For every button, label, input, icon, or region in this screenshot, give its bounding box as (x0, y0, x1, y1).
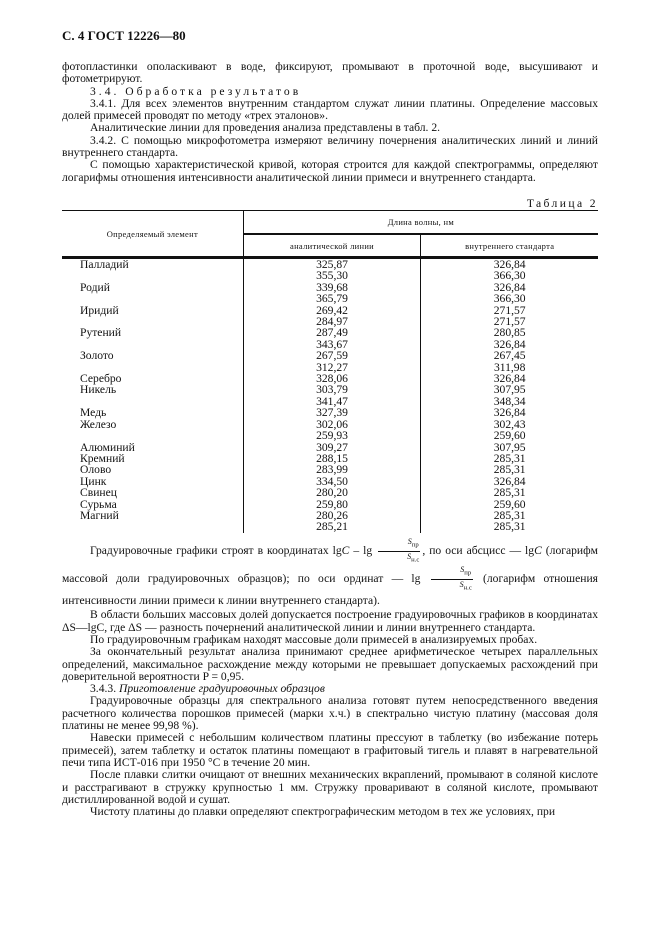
element-cell: Олово (80, 463, 112, 477)
header-analytic-line: аналитической линии (243, 234, 421, 258)
analytic-line-cell: 283,99 (243, 464, 421, 475)
element-cell: Цинк (80, 474, 107, 488)
element-cell: Сурьма (80, 497, 117, 511)
internal-standard-cell: 326,84 (421, 282, 598, 293)
paragraph: Чистоту платины до плавки определяют спектрографическим методом в тех же условиях, при (90, 805, 556, 819)
subsection-title: Приготовление градуировочных образцов (119, 682, 325, 696)
text: S (460, 565, 465, 575)
paragraph: Навески примесей с небольшим количеством платины прессуют в таблетку (во избежание потерь примесей), затем таблетку и остаток платины помещают в графитовый тигель и плавят в нагревательной печи типа ИСТ-016 при 1950 °С в течение 20 мин. (62, 731, 598, 769)
element-cell: Магний (80, 508, 119, 522)
paragraph: Градуировочные образцы для спектрального анализа готовят путем непосредственного введения расчетного количества порошков примесей (марки х.ч.) в спектрально чистую платину (массовая доля платины не менее 99,98 %). (62, 694, 598, 733)
fraction (431, 565, 473, 593)
text: , по оси абсцисс — lg (422, 543, 535, 557)
internal-standard-cell: 307,95 (421, 442, 598, 453)
analytic-line-cell: 341,47 (243, 396, 421, 407)
wavelength-table (62, 210, 598, 533)
table-caption: Таблица 2 (526, 197, 598, 210)
internal-standard-cell: 311,98 (421, 362, 598, 373)
header-internal-standard: внутреннего стандарта (421, 234, 598, 258)
analytic-line-cell: 287,49 (243, 327, 421, 338)
paragraph: Аналитические линии для проведения анализа представлены в табл. 2. (90, 121, 441, 135)
analytic-line-cell: 325,87 (243, 258, 421, 271)
paragraph: По градуировочным графикам находят массовые доли примесей в анализируемых пробах. (90, 632, 538, 646)
analytic-line-cell: 259,93 (243, 430, 421, 441)
element-cell (62, 430, 243, 441)
paragraph: После плавки слитки очищают от внешних механических вкраплений, промывают в соляной кислоте и расстрагивают в стружку крупностью 1 мм. Стружку проваривают в соляной кислоте, промывают дистиллированной водой и сушат. (62, 768, 598, 806)
element-cell: Палладий (80, 258, 129, 271)
subsection-number: 3.4.3. (90, 682, 117, 696)
internal-standard-cell: 366,30 (421, 293, 598, 304)
internal-standard-cell: 285,31 (421, 453, 598, 464)
text: C (534, 543, 542, 557)
table-row (62, 430, 598, 441)
text: н.с (411, 556, 420, 564)
analytic-line-cell: 302,06 (243, 419, 421, 430)
paragraph: За окончательный результат анализа принимают среднее арифметическое четырех параллельных определений, максимальное расхождение между которыми не превышает допускаемых расхождений при доверительной вероятности P = 0,95. (62, 645, 598, 683)
element-cell: Серебро (80, 372, 122, 386)
text: Градуировочные графики строят в координатах lg (90, 543, 342, 557)
table-row (62, 487, 598, 498)
analytic-line-cell: 327,39 (243, 407, 421, 418)
internal-standard-cell: 326,84 (421, 373, 598, 384)
internal-standard-cell: 285,31 (421, 464, 598, 475)
element-cell: Медь (80, 406, 107, 420)
analytic-line-cell: 288,15 (243, 453, 421, 464)
table-row (62, 464, 598, 475)
analytic-line-cell: 334,50 (243, 476, 421, 487)
analytic-line-cell: 280,26 (243, 510, 421, 521)
text: (логарифм отношения интенсивности линии примеси к линии внутреннего стандарта). (62, 571, 598, 608)
analytic-line-cell: 309,27 (243, 442, 421, 453)
header-wavelength: Длина волны, нм (243, 211, 598, 235)
element-cell: Иридий (80, 303, 119, 317)
analytic-line-cell: 312,27 (243, 362, 421, 373)
analytic-line-cell: 259,80 (243, 499, 421, 510)
analytic-line-cell: 284,97 (243, 316, 421, 327)
analytic-line-cell: 285,21 (243, 521, 421, 532)
element-cell: Никель (80, 383, 117, 397)
internal-standard-cell: 307,95 (421, 384, 598, 395)
analytic-line-cell: 303,79 (243, 384, 421, 395)
body-section (62, 537, 598, 818)
internal-standard-cell: 271,57 (421, 316, 598, 327)
element-cell: Свинец (80, 486, 117, 500)
paragraph: 3.4.2. С помощью микрофотометра измеряют величину почернения аналитических линий и линий внутреннего стандарта. (62, 133, 598, 160)
element-cell: Золото (80, 349, 114, 363)
header-element: Определяемый элемент (106, 228, 198, 239)
analytic-line-cell: 339,68 (243, 282, 421, 293)
element-cell: Рутений (80, 326, 122, 340)
paragraph: фотопластинки ополаскивают в воде, фиксируют, промывают в проточной воде, высушивают и фотометрируют. (62, 60, 598, 86)
page-header: С. 4 ГОСТ 12226—80 (62, 28, 186, 43)
internal-standard-cell: 326,84 (421, 339, 598, 350)
analytic-line-cell: 328,06 (243, 373, 421, 384)
paragraph: 3.4.1. Для всех элементов внутренним стандартом служат линии платины. Определение массовых долей примесей проводят по методу «трех эталонов». (62, 96, 598, 123)
text: C (341, 543, 350, 557)
analytic-line-cell: 280,20 (243, 487, 421, 498)
analytic-line-cell: 365,79 (243, 293, 421, 304)
internal-standard-cell: 326,84 (421, 476, 598, 487)
table-row (62, 521, 598, 532)
element-cell: Кремний (80, 451, 125, 465)
paragraph: В области больших массовых долей допускается построение градуировочных графиков в координатах ΔS—lgC, где ΔS — разность почернений аналитической линии и линии внутреннего стандарта. (62, 608, 598, 634)
analytic-line-cell: 343,67 (243, 339, 421, 350)
intro-section (62, 61, 598, 184)
table-row (62, 293, 598, 304)
internal-standard-cell: 302,43 (421, 419, 598, 430)
analytic-line-cell: 355,30 (243, 270, 421, 281)
internal-standard-cell: 259,60 (421, 499, 598, 510)
text: (логарифм массовой доли градуировочных образцов); по оси ординат — lg (62, 543, 598, 585)
table-row (62, 350, 598, 361)
text: S (459, 579, 464, 589)
text: пр (411, 541, 419, 549)
internal-standard-cell: 285,31 (421, 487, 598, 498)
analytic-line-cell: 267,59 (243, 350, 421, 361)
text: – lg (349, 543, 377, 557)
internal-standard-cell: 285,31 (421, 510, 598, 521)
internal-standard-cell: 366,30 (421, 270, 598, 281)
internal-standard-cell: 271,57 (421, 305, 598, 316)
internal-standard-cell: 326,84 (421, 407, 598, 418)
internal-standard-cell: 326,84 (421, 258, 598, 271)
internal-standard-cell: 348,34 (421, 396, 598, 407)
section-title: 3.4. Обработка результатов (90, 84, 302, 98)
paragraph: С помощью характеристической кривой, которая строится для каждой спектрограммы, определяют логарифмы отношения интенсивности аналитической линии примеси и внутреннего стандарта. (62, 158, 598, 184)
internal-standard-cell: 280,85 (421, 327, 598, 338)
element-cell: Железо (80, 417, 117, 431)
text: пр (464, 569, 472, 577)
element-cell: Родий (80, 280, 110, 294)
text: S (407, 537, 412, 546)
text: S (407, 551, 412, 561)
formula-paragraph (62, 537, 598, 609)
table-row (62, 407, 598, 418)
internal-standard-cell: 285,31 (421, 521, 598, 532)
text: н.с (463, 584, 472, 592)
fraction (378, 537, 420, 565)
internal-standard-cell: 259,60 (421, 430, 598, 441)
element-cell (62, 521, 243, 532)
element-cell (62, 293, 243, 304)
internal-standard-cell: 267,45 (421, 350, 598, 361)
analytic-line-cell: 269,42 (243, 305, 421, 316)
element-cell: Алюминий (80, 440, 135, 454)
